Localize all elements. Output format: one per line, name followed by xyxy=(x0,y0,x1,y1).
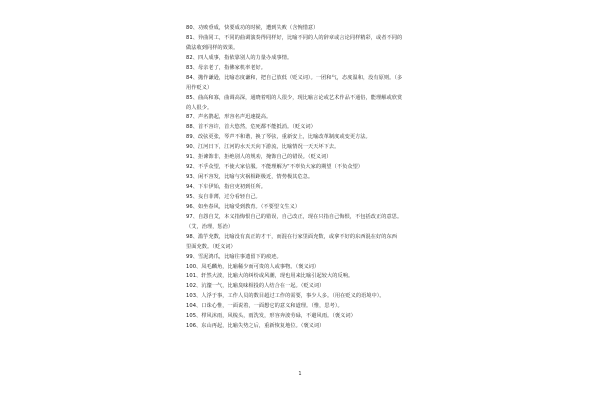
text-line: 82、四人成事，指依靠别人的力量办成事情。 xyxy=(186,54,293,61)
text-line: 99、雪泥鸿爪，比喻往事遗留下的痕迹。 xyxy=(186,253,282,260)
text-line: 83、母亲老了，指佛家机率老好。 xyxy=(186,64,267,71)
text-line: 87、声名鹊起，形容名声迅速提高。 xyxy=(186,114,272,121)
text-line: 97、自怨自艾，本义指悔恨自己的错误，自己改正，现在只指自己悔恨，不包括改正的意思。 xyxy=(186,213,403,220)
text-line: 85、曲高和寡，曲调高深，通晓着唱的人很少，现比喻言论或艺术作品不通俗，能理解或欣赏 xyxy=(186,94,403,101)
text-line: 93、闲不容发，比喻与灾祸相距极近，情势极其危急。 xyxy=(186,174,314,181)
text-line: 104、口诛心惟，一面说着，一面想它的意义和道理。（惟，思考）。 xyxy=(186,303,343,310)
text-line: 91、拒谏饰非，拒绝别人的规劝，掩饰自己的错误。（贬义词） xyxy=(186,154,332,161)
text-line: 用作贬义） xyxy=(186,84,213,91)
text-line: 89、改弦更张，琴声不和谐，换了琴弦，重新安上，比喻改革制度或变更方法。 xyxy=(186,134,371,141)
text-line: 88、首不容许，首大悠然，危死都不能抵消。（贬义词） xyxy=(186,124,316,131)
text-line: 90、江河日下，江河的水天天向下游流，比喻情况一天天坏下去。 xyxy=(186,144,340,151)
text-line: （艾，治理，惩治） xyxy=(186,223,234,230)
text-line: 100、凤毛麟角，比喻稀少而可贵的人或事物。（褒义词） xyxy=(186,263,320,270)
text-line: 96、如坐春风，比喻受到教育。（不要望文生义） xyxy=(186,203,301,210)
text-line: 里面充数。（贬义词） xyxy=(186,243,236,250)
text-line: 94、下车伊始，指官吏初到任所。 xyxy=(186,184,267,190)
text-line: 92、不孚众望，不使大家信服。不能理解为“不辜负大家的期望（不负众望） xyxy=(186,164,364,171)
text-line: 做法收到同样的效果。 xyxy=(186,44,239,51)
text-line: 80、功败垂成，快要成功的时候，遭到失败（含惋惜意） xyxy=(186,25,319,31)
text-line: 105、栉风沐雨，风梳头，雨洗发，形容奔波劳碌，不避风雨。（褒义词） xyxy=(186,313,356,320)
text-line: 81、异曲同工，不同的曲调演奏得同样好，比喻不同的人的辞章或言论同样精彩，或者不同的 xyxy=(186,34,403,41)
text-line: 102、沆瀣一气，比喻臭味相投的人结合在一起。（贬义词） xyxy=(186,283,325,290)
text-line: 的人很少。 xyxy=(186,104,213,111)
text-line: 95、妄自菲薄，过分看轻自己。 xyxy=(186,193,261,200)
document-body xyxy=(186,24,418,332)
text-line: 101、轩然大波，比喻大的纠纷或风潮，现也用来比喻引起较大的反响。 xyxy=(186,273,354,280)
page-number: 1 xyxy=(298,371,302,377)
text-line: 106、东山再起，比喻失势之后，重新恢复地位。（褒义词） xyxy=(186,323,325,330)
text-line: 98、滥竽充数，比喻没有真正的才干，而混在行家里面充数，或拿不好的东西混在好的东西 xyxy=(186,233,397,240)
text-line: 103、人浮于事，工作人员的数目超过工作的需要，事少人多。（用在贬义的语境中）。 xyxy=(186,293,385,300)
text-line: 84、抛作谦逊，比喻态度谦和，把自己放低（贬义词）。一团和气，态度温和，没有原则。（多 xyxy=(186,74,403,81)
